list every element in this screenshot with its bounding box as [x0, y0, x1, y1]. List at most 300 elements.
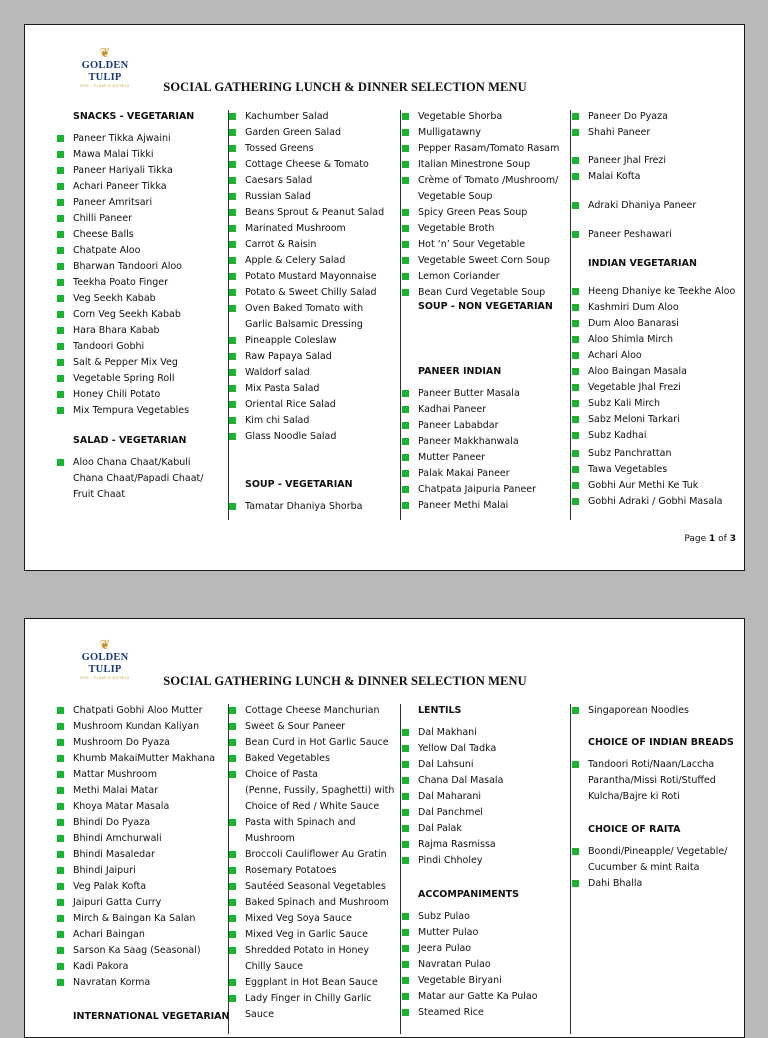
green-bullet-icon: [229, 899, 236, 906]
menu-item-label: Navratan Korma: [73, 977, 151, 988]
menu-item-label: Chatpate Aloo: [73, 245, 141, 256]
green-bullet-icon: [402, 225, 409, 232]
menu-item-label: Tawa Vegetables: [588, 464, 668, 475]
green-bullet-icon: [402, 977, 409, 984]
green-bullet-icon: [402, 145, 409, 152]
green-bullet-icon: [572, 129, 579, 136]
menu-item-label: Singaporean Noodles: [588, 705, 689, 716]
green-bullet-icon: [572, 202, 579, 209]
menu-item-label: Heeng Dhaniye ke Teekhe Aloo: [588, 286, 736, 297]
green-bullet-icon: [229, 113, 236, 120]
menu-item-label: Aloo Baingan Masala: [588, 366, 687, 377]
green-bullet-icon: [572, 848, 579, 855]
green-bullet-icon: [402, 438, 409, 445]
menu-item-label: Mattar Mushroom: [73, 769, 157, 780]
green-bullet-icon: [57, 391, 64, 398]
menu-item-label: Dal Palak: [418, 823, 462, 834]
menu-item-label: Mushroom Kundan Kaliyan: [73, 721, 200, 732]
menu-item-label: Chilly Sauce: [245, 961, 304, 972]
green-bullet-icon: [572, 320, 579, 327]
green-bullet-icon: [572, 400, 579, 407]
menu-item-label: Paneer Makkhanwala: [418, 436, 519, 447]
menu-item-label: Baked Spinach and Mushroom: [245, 897, 389, 908]
menu-item-label: Oriental Rice Salad: [245, 399, 336, 410]
menu-item-label: Vegetable Biryani: [418, 975, 502, 986]
green-bullet-icon: [229, 723, 236, 730]
green-bullet-icon: [229, 337, 236, 344]
green-bullet-icon: [57, 883, 64, 890]
green-bullet-icon: [402, 945, 409, 952]
green-bullet-icon: [57, 707, 64, 714]
menu-item-label: Mix Tempura Vegetables: [73, 405, 190, 416]
menu-item-label: Mushroom Do Pyaza: [73, 737, 170, 748]
green-bullet-icon: [572, 288, 579, 295]
menu-item-label: Mutter Pulao: [418, 927, 479, 938]
green-bullet-icon: [229, 353, 236, 360]
green-bullet-icon: [57, 279, 64, 286]
brand-tagline: RED · FLAIR & HOTELS: [80, 84, 130, 88]
section-heading: INDIAN VEGETARIAN: [588, 258, 697, 269]
menu-item-label: Vegetable Sweet Corn Soup: [418, 255, 550, 266]
menu-item-label: Waldorf salad: [245, 367, 310, 378]
menu-item-label: Potato & Sweet Chilly Salad: [245, 287, 377, 298]
green-bullet-icon: [402, 793, 409, 800]
menu-item-label: Tossed Greens: [245, 143, 314, 154]
green-bullet-icon: [572, 761, 579, 768]
green-bullet-icon: [572, 450, 579, 457]
menu-item-label: Achari Aloo: [588, 350, 642, 361]
menu-item-label: Choice of Red / White Sauce: [245, 801, 380, 812]
current-page: 1: [709, 534, 716, 544]
green-bullet-icon: [572, 416, 579, 423]
section-heading: CHOICE OF INDIAN BREADS: [588, 737, 734, 748]
green-bullet-icon: [57, 755, 64, 762]
menu-item-label: Spicy Green Peas Soup: [418, 207, 528, 218]
section-heading: SALAD - VEGETARIAN: [73, 435, 187, 446]
menu-item-label: Cottage Cheese Manchurian: [245, 705, 380, 716]
green-bullet-icon: [229, 129, 236, 136]
menu-item-label: Lady Finger in Chilly Garlic: [245, 993, 372, 1004]
green-bullet-icon: [229, 225, 236, 232]
green-bullet-icon: [229, 819, 236, 826]
column-divider: [228, 110, 229, 520]
green-bullet-icon: [57, 343, 64, 350]
menu-item-label: Tandoori Gobhi: [73, 341, 145, 352]
green-bullet-icon: [229, 145, 236, 152]
section-heading: CHOICE OF RAITA: [588, 824, 681, 835]
menu-page-1: [24, 24, 745, 571]
menu-item-label: Kadhai Paneer: [418, 404, 487, 415]
menu-item-label: Palak Makai Paneer: [418, 468, 510, 479]
menu-item-label: Mutter Paneer: [418, 452, 486, 463]
green-bullet-icon: [57, 183, 64, 190]
green-bullet-icon: [572, 336, 579, 343]
menu-item-label: Apple & Celery Salad: [245, 255, 346, 266]
menu-item-label: Malai Kofta: [588, 171, 641, 182]
menu-item-label: Steamed Rice: [418, 1007, 484, 1018]
menu-item-label: Dal Makhani: [418, 727, 477, 738]
green-bullet-icon: [402, 857, 409, 864]
menu-item-label: Cucumber & mint Raita: [588, 862, 700, 873]
menu-item-label: Chatpata Jaipuria Paneer: [418, 484, 537, 495]
menu-item-label: Paneer Tikka Ajwaini: [73, 133, 171, 144]
menu-item-label: Parantha/Missi Roti/Stuffed: [588, 775, 716, 786]
green-bullet-icon: [229, 401, 236, 408]
green-bullet-icon: [229, 739, 236, 746]
green-bullet-icon: [402, 761, 409, 768]
green-bullet-icon: [402, 177, 409, 184]
menu-item-label: Mushroom: [245, 833, 295, 844]
green-bullet-icon: [229, 209, 236, 216]
green-bullet-icon: [57, 359, 64, 366]
menu-item-label: Subz Kadhai: [588, 430, 647, 441]
menu-item-label: Raw Papaya Salad: [245, 351, 332, 362]
green-bullet-icon: [402, 913, 409, 920]
menu-item-label: Corn Veg Seekh Kabab: [73, 309, 181, 320]
menu-item-label: Navratan Pulao: [418, 959, 491, 970]
menu-item-label: Pindi Chholey: [418, 855, 483, 866]
green-bullet-icon: [402, 113, 409, 120]
menu-item-label: Broccoli Cauliflower Au Gratin: [245, 849, 387, 860]
green-bullet-icon: [402, 273, 409, 280]
menu-item-label: Mixed Veg in Garlic Sauce: [245, 929, 368, 940]
menu-item-label: Gobhi Adraki / Gobhi Masala: [588, 496, 723, 507]
page-of-label: of: [718, 534, 727, 544]
green-bullet-icon: [572, 113, 579, 120]
menu-item-label: Bhindi Masaledar: [73, 849, 155, 860]
menu-item-label: Teekha Poato Finger: [73, 277, 169, 288]
green-bullet-icon: [572, 173, 579, 180]
tulip-icon: ❦: [99, 638, 111, 653]
menu-item-label: Bean Curd in Hot Garlic Sauce: [245, 737, 389, 748]
menu-item-label: Shredded Potato in Honey: [245, 945, 369, 956]
green-bullet-icon: [229, 915, 236, 922]
menu-item-label: Subz Kali Mirch: [588, 398, 661, 409]
menu-item-label: Tandoori Roti/Naan/Laccha: [588, 759, 715, 770]
menu-item-label: Baked Vegetables: [245, 753, 330, 764]
green-bullet-icon: [57, 327, 64, 334]
green-bullet-icon: [402, 289, 409, 296]
menu-item-label: Shahi Paneer: [588, 127, 651, 138]
green-bullet-icon: [57, 151, 64, 158]
menu-item-label: Dal Lahsuni: [418, 759, 474, 770]
menu-item-label: (Penne, Fussily, Spaghetti) with: [245, 785, 395, 796]
green-bullet-icon: [572, 880, 579, 887]
menu-item-label: Garlic Balsamic Dressing: [245, 319, 363, 330]
green-bullet-icon: [229, 417, 236, 424]
section-heading: LENTILS: [418, 705, 462, 716]
green-bullet-icon: [402, 161, 409, 168]
menu-item-label: Russian Salad: [245, 191, 311, 202]
green-bullet-icon: [57, 963, 64, 970]
menu-item-label: Dum Aloo Banarasi: [588, 318, 679, 329]
green-bullet-icon: [402, 825, 409, 832]
green-bullet-icon: [57, 771, 64, 778]
green-bullet-icon: [572, 304, 579, 311]
green-bullet-icon: [229, 289, 236, 296]
green-bullet-icon: [57, 787, 64, 794]
page-number: [684, 534, 736, 544]
menu-item-label: Fruit Chaat: [73, 489, 126, 500]
menu-item-label: Vegetable Soup: [418, 191, 493, 202]
menu-item-label: Pepper Rasam/Tomato Rasam: [418, 143, 560, 154]
menu-item-label: Sweet & Sour Paneer: [245, 721, 346, 732]
green-bullet-icon: [402, 1009, 409, 1016]
green-bullet-icon: [229, 947, 236, 954]
green-bullet-icon: [57, 407, 64, 414]
menu-item-label: Crème of Tomato /Mushroom/: [418, 175, 559, 186]
section-heading: SOUP - VEGETARIAN: [245, 479, 353, 490]
green-bullet-icon: [402, 809, 409, 816]
menu-item-label: Glass Noodle Salad: [245, 431, 337, 442]
green-bullet-icon: [402, 777, 409, 784]
menu-item-label: Pineapple Coleslaw: [245, 335, 337, 346]
green-bullet-icon: [402, 729, 409, 736]
page-title: SOCIAL GATHERING LUNCH & DINNER SELECTION MENU: [163, 674, 527, 688]
green-bullet-icon: [402, 129, 409, 136]
menu-item-label: Matar aur Gatte Ka Pulao: [418, 991, 538, 1002]
menu-item-label: Kachumber Salad: [245, 111, 329, 122]
brand-name: GOLDEN TULIP: [81, 652, 129, 675]
menu-item-label: Jaipuri Gatta Curry: [73, 897, 162, 908]
menu-item-label: Achari Paneer Tikka: [73, 181, 167, 192]
menu-item-label: Kadi Pakora: [73, 961, 129, 972]
menu-item-label: Cheese Balls: [73, 229, 134, 240]
page-title: SOCIAL GATHERING LUNCH & DINNER SELECTION MENU: [163, 80, 527, 94]
menu-item-label: Garden Green Salad: [245, 127, 341, 138]
menu-item-label: Paneer Jhal Frezi: [588, 155, 667, 166]
menu-item-label: Kulcha/Bajre ki Roti: [588, 791, 680, 802]
menu-item-label: Bharwan Tandoori Aloo: [73, 261, 182, 272]
green-bullet-icon: [229, 385, 236, 392]
menu-item-label: Mixed Veg Soya Sauce: [245, 913, 352, 924]
green-bullet-icon: [572, 466, 579, 473]
menu-item-label: Honey Chili Potato: [73, 389, 161, 400]
menu-item-label: Beans Sprout & Peanut Salad: [245, 207, 385, 218]
green-bullet-icon: [229, 851, 236, 858]
menu-item-label: Sautéed Seasonal Vegetables: [245, 881, 386, 892]
green-bullet-icon: [57, 867, 64, 874]
green-bullet-icon: [402, 486, 409, 493]
menu-item-label: Kim chi Salad: [245, 415, 310, 426]
green-bullet-icon: [57, 459, 64, 466]
menu-item-label: Chilli Paneer: [73, 213, 132, 224]
green-bullet-icon: [402, 502, 409, 509]
green-bullet-icon: [402, 993, 409, 1000]
menu-item-label: Subz Panchrattan: [588, 448, 672, 459]
green-bullet-icon: [57, 979, 64, 986]
menu-item-label: Paneer Butter Masala: [418, 388, 520, 399]
menu-item-label: Salt & Pepper Mix Veg: [73, 357, 178, 368]
menu-item-label: Kashmiri Dum Aloo: [588, 302, 679, 313]
green-bullet-icon: [57, 739, 64, 746]
green-bullet-icon: [572, 157, 579, 164]
menu-item-label: Dahi Bhalla: [588, 878, 643, 889]
green-bullet-icon: [572, 368, 579, 375]
green-bullet-icon: [57, 311, 64, 318]
green-bullet-icon: [57, 231, 64, 238]
green-bullet-icon: [229, 883, 236, 890]
menu-item-label: Choice of Pasta: [245, 769, 318, 780]
menu-item-label: Bean Curd Vegetable Soup: [418, 287, 546, 298]
green-bullet-icon: [57, 931, 64, 938]
green-bullet-icon: [402, 961, 409, 968]
section-heading: PANEER INDIAN: [418, 366, 502, 377]
green-bullet-icon: [402, 390, 409, 397]
menu-item-label: Paneer Peshawari: [588, 229, 672, 240]
menu-item-label: Vegetable Broth: [418, 223, 495, 234]
green-bullet-icon: [229, 305, 236, 312]
column-divider: [400, 704, 401, 1034]
menu-item-label: Chatpati Gobhi Aloo Mutter: [73, 705, 203, 716]
menu-item-label: Bhindi Amchurwali: [73, 833, 162, 844]
green-bullet-icon: [402, 209, 409, 216]
menu-item-label: Yellow Dal Tadka: [418, 743, 497, 754]
green-bullet-icon: [402, 422, 409, 429]
menu-item-label: Paneer Amritsari: [73, 197, 153, 208]
menu-item-label: Vegetable Spring Roll: [73, 373, 175, 384]
menu-item-label: Dal Maharani: [418, 791, 482, 802]
green-bullet-icon: [229, 931, 236, 938]
menu-item-label: Aloo Chana Chaat/Kabuli: [73, 457, 191, 468]
menu-item-label: Hara Bhara Kabab: [73, 325, 160, 336]
menu-item-label: Hot ‘n’ Sour Vegetable: [418, 239, 526, 250]
menu-item-label: Potato Mustard Mayonnaise: [245, 271, 377, 282]
menu-item-label: Lemon Coriander: [418, 271, 500, 282]
green-bullet-icon: [402, 454, 409, 461]
menu-item-label: Paneer Hariyali Tikka: [73, 165, 173, 176]
green-bullet-icon: [572, 498, 579, 505]
green-bullet-icon: [572, 231, 579, 238]
menu-item-label: Vegetable Shorba: [418, 111, 503, 122]
section-heading: SOUP - NON VEGETARIAN: [418, 301, 553, 312]
green-bullet-icon: [57, 723, 64, 730]
page-label: Page: [684, 534, 707, 544]
green-bullet-icon: [402, 257, 409, 264]
green-bullet-icon: [57, 247, 64, 254]
green-bullet-icon: [57, 899, 64, 906]
menu-item-label: Chana Chaat/Papadi Chaat/: [73, 473, 204, 484]
menu-item-label: Sarson Ka Saag (Seasonal): [73, 945, 201, 956]
section-heading: INTERNATIONAL VEGETARIAN: [73, 1011, 230, 1022]
green-bullet-icon: [229, 257, 236, 264]
green-bullet-icon: [229, 867, 236, 874]
green-bullet-icon: [57, 915, 64, 922]
menu-item-label: Italian Minestrone Soup: [418, 159, 531, 170]
menu-item-label: Eggplant in Hot Bean Sauce: [245, 977, 378, 988]
section-heading: ACCOMPANIMENTS: [418, 889, 519, 900]
menu-item-label: Jeera Pulao: [418, 943, 472, 954]
menu-item-label: Rajma Rasmissa: [418, 839, 496, 850]
tulip-icon: ❦: [99, 46, 111, 61]
green-bullet-icon: [229, 273, 236, 280]
column-divider: [570, 110, 571, 520]
green-bullet-icon: [229, 369, 236, 376]
menu-item-label: Khumb MakaiMutter Makhana: [73, 753, 216, 764]
menu-item-label: Mulligatawny: [418, 127, 481, 138]
menu-item-label: Gobhi Aur Methi Ke Tuk: [588, 480, 699, 491]
green-bullet-icon: [57, 199, 64, 206]
menu-item-label: Rosemary Potatoes: [245, 865, 337, 876]
green-bullet-icon: [572, 352, 579, 359]
menu-item-label: Chana Dal Masala: [418, 775, 504, 786]
menu-item-label: Bhindi Do Pyaza: [73, 817, 151, 828]
menu-item-label: Veg Palak Kofta: [73, 881, 147, 892]
green-bullet-icon: [402, 841, 409, 848]
green-bullet-icon: [229, 979, 236, 986]
menu-item-label: Carrot & Raisin: [245, 239, 317, 250]
green-bullet-icon: [229, 707, 236, 714]
menu-item-label: Vegetable Jhal Frezi: [588, 382, 681, 393]
green-bullet-icon: [57, 215, 64, 222]
green-bullet-icon: [229, 995, 236, 1002]
menu-item-label: Oven Baked Tomato with: [245, 303, 364, 314]
green-bullet-icon: [402, 241, 409, 248]
menu-item-label: Sabz Meloni Tarkari: [588, 414, 680, 425]
menu-item-label: Sauce: [245, 1009, 274, 1020]
green-bullet-icon: [57, 295, 64, 302]
menu-item-label: Bhindi Jaipuri: [73, 865, 136, 876]
green-bullet-icon: [57, 135, 64, 142]
green-bullet-icon: [57, 167, 64, 174]
green-bullet-icon: [57, 819, 64, 826]
menu-item-label: Mix Pasta Salad: [245, 383, 320, 394]
green-bullet-icon: [402, 929, 409, 936]
green-bullet-icon: [572, 482, 579, 489]
brand-tagline: RED · FLAIR & HOTELS: [80, 676, 130, 680]
green-bullet-icon: [229, 503, 236, 510]
menu-item-label: Adraki Dhaniya Paneer: [588, 200, 697, 211]
menu-item-label: Paneer Do Pyaza: [588, 111, 668, 122]
menu-page-2: [24, 618, 745, 1038]
menu-item-label: Dal Panchmel: [418, 807, 483, 818]
green-bullet-icon: [402, 745, 409, 752]
menu-item-label: Methi Malai Matar: [73, 785, 159, 796]
menu-item-label: Marinated Mushroom: [245, 223, 346, 234]
green-bullet-icon: [229, 433, 236, 440]
green-bullet-icon: [572, 707, 579, 714]
column-divider: [570, 704, 571, 1034]
green-bullet-icon: [229, 241, 236, 248]
menu-item-label: Pasta with Spinach and: [245, 817, 356, 828]
menu-item-label: Mirch & Baingan Ka Salan: [73, 913, 196, 924]
menu-item-label: Subz Pulao: [418, 911, 470, 922]
menu-item-label: Veg Seekh Kabab: [73, 293, 156, 304]
menu-item-label: Tamatar Dhaniya Shorba: [245, 501, 363, 512]
green-bullet-icon: [57, 835, 64, 842]
green-bullet-icon: [57, 947, 64, 954]
green-bullet-icon: [229, 177, 236, 184]
menu-item-label: Caesars Salad: [245, 175, 313, 186]
green-bullet-icon: [229, 755, 236, 762]
green-bullet-icon: [57, 263, 64, 270]
total-pages: 3: [729, 534, 736, 544]
green-bullet-icon: [229, 771, 236, 778]
column-divider: [400, 110, 401, 520]
green-bullet-icon: [229, 193, 236, 200]
green-bullet-icon: [572, 384, 579, 391]
menu-item-label: Mawa Malai Tikki: [73, 149, 154, 160]
menu-item-label: Boondi/Pineapple/ Vegetable/: [588, 846, 728, 857]
green-bullet-icon: [57, 803, 64, 810]
section-heading: SNACKS - VEGETARIAN: [73, 111, 195, 122]
menu-item-label: Khoya Matar Masala: [73, 801, 170, 812]
green-bullet-icon: [57, 375, 64, 382]
menu-item-label: Aloo Shimla Mirch: [588, 334, 673, 345]
menu-item-label: Cottage Cheese & Tomato: [245, 159, 369, 170]
green-bullet-icon: [572, 432, 579, 439]
green-bullet-icon: [229, 161, 236, 168]
